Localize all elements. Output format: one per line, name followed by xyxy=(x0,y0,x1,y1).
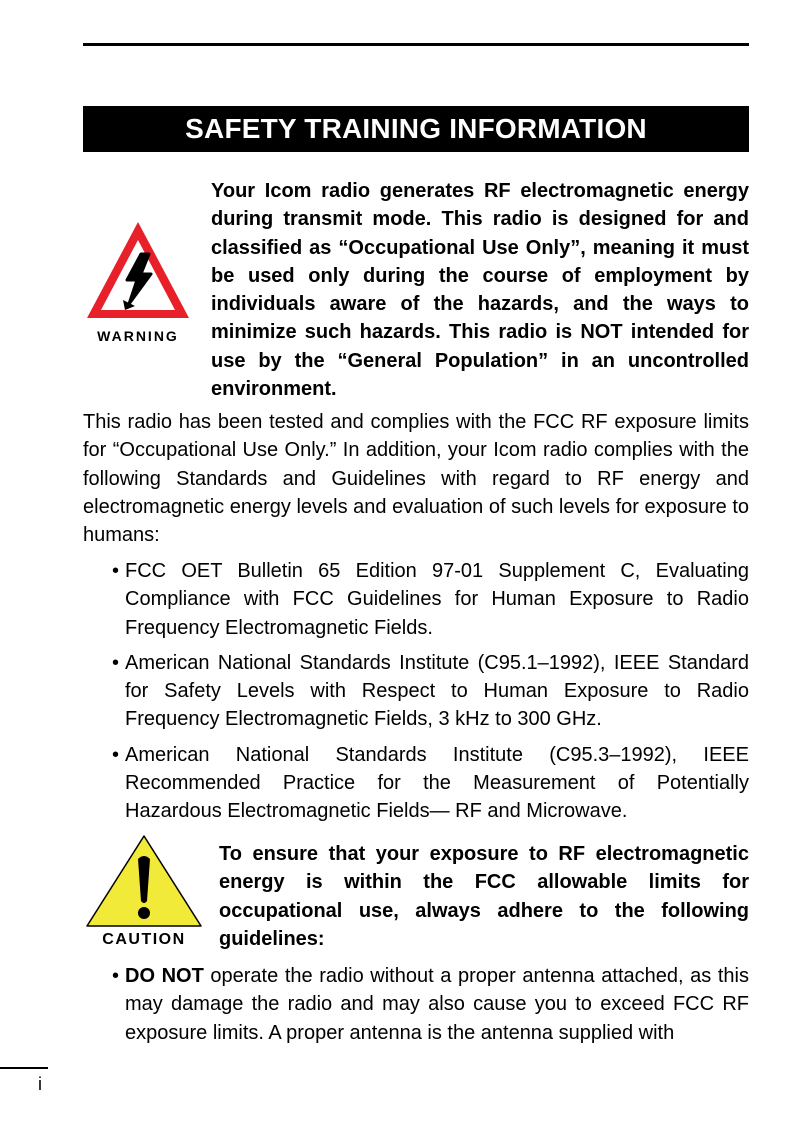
guideline-text: operate the radio without a proper antenna attached, as this may damage the radio and may also cause you to exceed FCC RF exposure limits. A proper antenna is the antenna supplied with xyxy=(125,965,749,1044)
top-rule xyxy=(83,43,749,46)
caution-triangle-icon xyxy=(83,833,205,929)
guideline-item xyxy=(114,962,749,1047)
list-item: • American National Standards Institute (C95.3–1992), IEEE Recommended Practice for the Measurement of Potentially Hazardous Electromagnetic Fields— RF and Microwave. xyxy=(114,741,749,826)
compliance-paragraph: This radio has been tested and complies with the FCC RF exposure limits for “Occupational Use Only.” In addition, your Icom radio complies with the following Standards and Guidelines with regard to RF energy and electromagnetic energy levels and evaluation of such levels for exposure to humans: xyxy=(83,411,749,547)
bullet-icon: • xyxy=(112,965,120,987)
section-title: SAFETY TRAINING INFORMATION xyxy=(83,106,749,152)
footer-rule xyxy=(0,1067,48,1069)
standards-list xyxy=(114,557,749,833)
list-item: • FCC OET Bulletin 65 Edition 97-01 Supplement C, Evaluating Compliance with FCC Guidelines for Human Exposure to Radio Frequency Electromagnetic Fields. xyxy=(114,557,749,642)
warning-triangle-icon xyxy=(83,218,193,326)
page-number: i xyxy=(38,1074,42,1094)
caution-text: To ensure that your exposure to RF electromagnetic energy is within the FCC allowable limits for occupational use, always adhere to the following guidelines: xyxy=(219,843,749,950)
caution-sign xyxy=(83,833,203,955)
list-item: • American National Standards Institute (C95.1–1992), IEEE Standard for Safety Levels with Respect to Human Exposure to Radio Frequency Electromagnetic Fields, 3 kHz to 300 GHz. xyxy=(114,649,749,734)
warning-label: WARNING xyxy=(97,328,179,344)
warning-text: Your Icom radio generates RF electromagnetic energy during transmit mode. This radio is designed for and classified as “Occupational Use Only”, meaning it must be used only during the course of employment by individuals aware of the hazards, and the ways to minimize such hazards. This radio is NOT intended for use by the “General Population” in an uncontrolled environment. xyxy=(211,180,749,401)
warning-sign xyxy=(83,218,193,348)
caution-label: CAUTION xyxy=(102,931,186,948)
guideline-lead: DO NOT xyxy=(125,965,204,987)
